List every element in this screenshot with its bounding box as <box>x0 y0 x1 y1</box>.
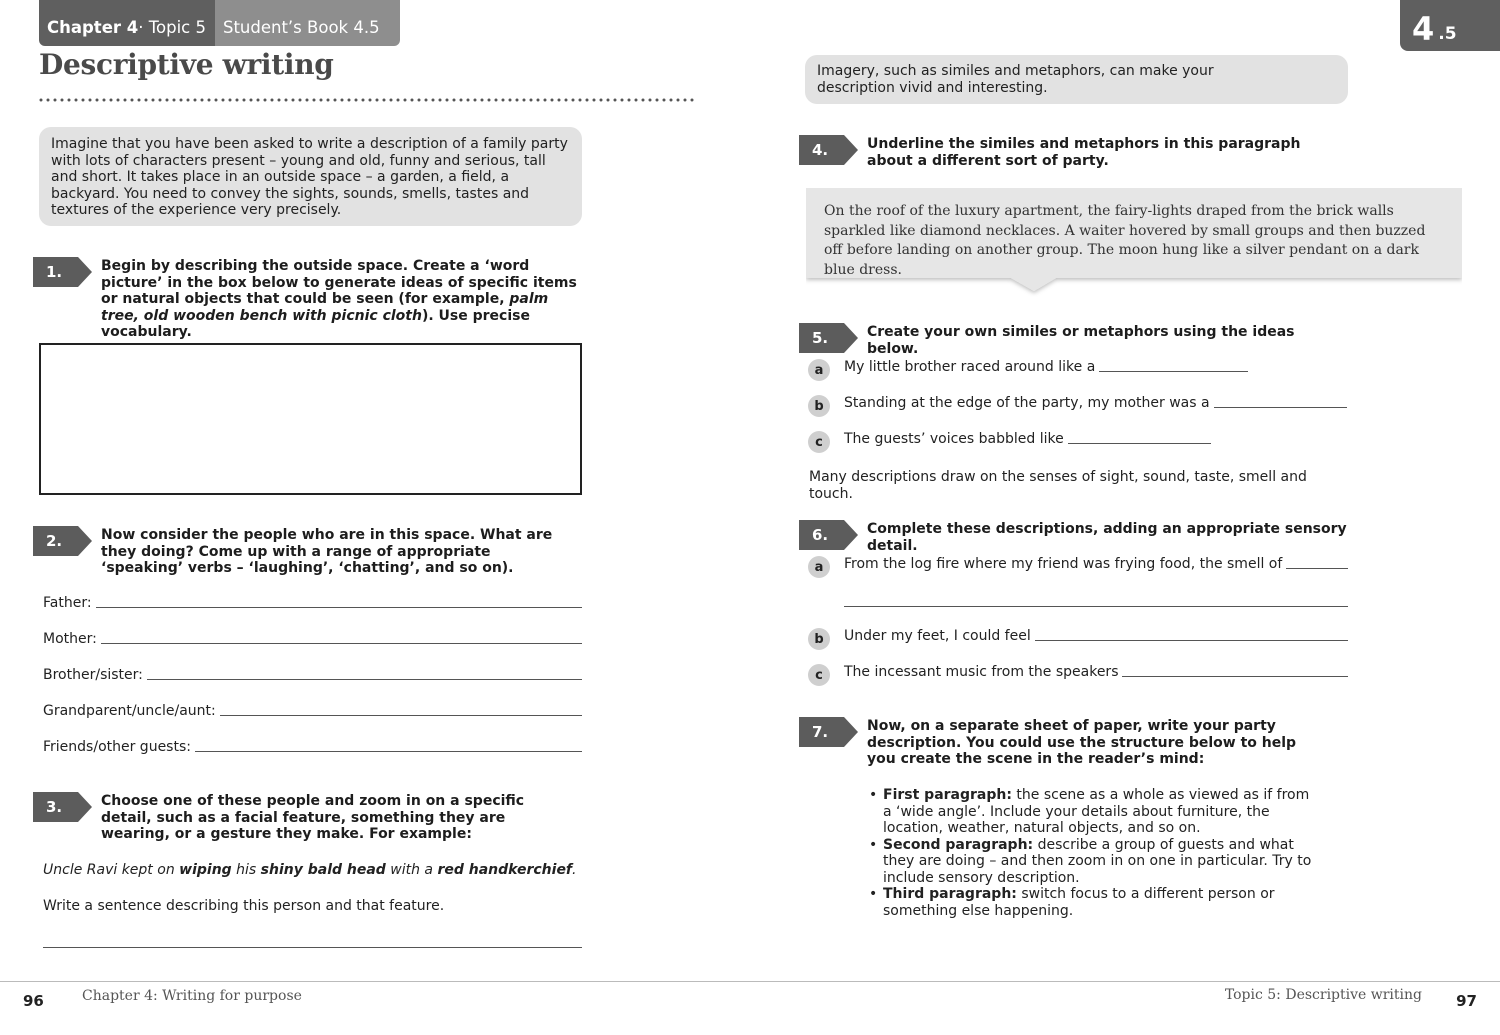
question-number-3: 3. <box>33 792 78 822</box>
book-label: Student’s Book 4.5 <box>215 0 400 46</box>
list-item: • Third paragraph: switch focus to a different person or something else happening. <box>867 886 1317 919</box>
question-1-text: Begin by describing the outside space. Create a ‘word picture’ in the box below to generate ideas of specific items or natural objects that could be seen (for example, palm tree, old wooden bench with picnic cloth). Use precise vocabulary. <box>101 258 577 340</box>
q6-item-b: Under my feet, I could feel <box>844 628 1348 644</box>
imagery-note-text: Imagery, such as similes and metaphors, can make your description vivid and interesting. <box>817 63 1214 96</box>
question-4-text: Underline the similes and metaphors in this paragraph about a different sort of party. <box>867 136 1301 169</box>
mother-label: Mother: <box>43 631 97 647</box>
question-number-5: 5. <box>799 323 844 353</box>
q6-b-answer-line[interactable] <box>1035 640 1348 641</box>
mother-answer-line[interactable] <box>101 643 582 644</box>
q5-a-answer-line[interactable] <box>1099 371 1248 372</box>
word-picture-box[interactable] <box>39 343 582 495</box>
father-row <box>43 595 582 611</box>
structure-list <box>867 787 1317 919</box>
question-7-text: Now, on a separate sheet of paper, write your party description. You could use the structure below to help you create the scene in the reader’s mind: <box>867 718 1297 767</box>
father-answer-line[interactable] <box>96 607 582 608</box>
q5-item-b: Standing at the edge of the party, my mother was a <box>844 395 1347 411</box>
senses-note: Many descriptions draw on the senses of sight, sound, taste, smell and touch. <box>809 469 1307 502</box>
right-page-number: 97 <box>1456 992 1477 1010</box>
q3-instruction: Write a sentence describing this person and that feature. <box>43 898 445 914</box>
friends-label: Friends/other guests: <box>43 739 191 755</box>
quote-text: On the roof of the luxury apartment, the fairy-lights draped from the brick walls sparkled like diamond necklaces. A waiter hovered by small groups and then buzzed off before landing on another group. The moon hung like a silver pendant on a dark blue dress. <box>824 203 1426 278</box>
chapter-tab <box>39 0 400 46</box>
footer-rule <box>0 981 1500 982</box>
question-number-2: 2. <box>33 526 78 556</box>
question-number-1: 1. <box>33 257 78 287</box>
question-3-text: Choose one of these people and zoom in on a specific detail, such as a facial feature, something they are wearing, or a gesture they make. For example: <box>101 793 525 842</box>
q6-item-a: From the log fire where my friend was frying food, the smell of <box>844 556 1348 572</box>
grandparent-label: Grandparent/uncle/aunt: <box>43 703 216 719</box>
grandparent-answer-line[interactable] <box>220 715 582 716</box>
page-title: Descriptive writing <box>39 48 334 81</box>
question-number-7: 7. <box>799 717 844 747</box>
q5-c-answer-line[interactable] <box>1068 443 1211 444</box>
q5-item-a: My little brother raced around like a <box>844 359 1248 375</box>
right-footer-text: Topic 5: Descriptive writing <box>1224 987 1422 1003</box>
sibling-row <box>43 667 582 683</box>
list-item: • First paragraph: the scene as a whole as viewed as if from a ‘wide angle’. Include your details about furniture, the location, weather, natural objects, and so on. <box>867 787 1317 837</box>
intro-box <box>39 127 582 226</box>
q6-a-answer-line[interactable] <box>1286 568 1348 569</box>
q5-b-answer-line[interactable] <box>1214 407 1347 408</box>
question-2-text: Now consider the people who are in this space. What are they doing? Come up with a range of appropriate ‘speaking’ verbs – ‘laughing’, ‘chatting’, and so on). <box>101 527 553 576</box>
chapter-name: Chapter 4 <box>47 17 139 37</box>
friends-row <box>43 739 582 755</box>
question-6-text: Complete these descriptions, adding an appropriate sensory detail. <box>867 521 1347 554</box>
grandparent-row <box>43 703 582 719</box>
section-badge: 4 .5 <box>1400 0 1500 51</box>
quote-callout <box>806 188 1462 298</box>
item-letter-b: b <box>808 395 830 417</box>
q6-c-answer-line[interactable] <box>1122 676 1348 677</box>
left-footer-text: Chapter 4: Writing for purpose <box>82 988 302 1004</box>
item-letter-a: a <box>808 359 830 381</box>
item-letter-a: a <box>808 556 830 578</box>
item-letter-b: b <box>808 628 830 650</box>
question-number-6: 6. <box>799 520 844 550</box>
item-letter-c: c <box>808 664 830 686</box>
friends-answer-line[interactable] <box>195 751 582 752</box>
example-sentence: Uncle Ravi kept on wiping his shiny bald head with a red handkerchief. <box>43 862 577 878</box>
q6-item-c: The incessant music from the speakers <box>844 664 1348 680</box>
dotted-divider <box>39 96 699 104</box>
topic-name: · Topic 5 <box>138 17 206 37</box>
question-number-4: 4. <box>799 135 844 165</box>
question-5-text: Create your own similes or metaphors using the ideas below. <box>867 324 1295 357</box>
imagery-note-box <box>805 55 1348 104</box>
q5-item-c: The guests’ voices babbled like <box>844 431 1211 447</box>
father-label: Father: <box>43 595 92 611</box>
chapter-label <box>39 0 215 46</box>
mother-row <box>43 631 582 647</box>
q6-a-answer-line-2[interactable] <box>844 606 1348 607</box>
intro-text: Imagine that you have been asked to write a description of a family party with lots of characters present – young and old, funny and serious, tall and short. It takes place in an outside space – a garden, a field, a backyard. You need to convey the sights, sounds, smells, tastes and textures of the experience very precisely. <box>51 136 568 218</box>
item-letter-c: c <box>808 431 830 453</box>
sibling-answer-line[interactable] <box>147 679 582 680</box>
left-page-number: 96 <box>23 992 44 1010</box>
list-item: • Second paragraph: describe a group of guests and what they are doing – and then zoom in on one in particular. Try to include sensory description. <box>867 837 1317 887</box>
q3-answer-line[interactable] <box>43 947 582 948</box>
sibling-label: Brother/sister: <box>43 667 143 683</box>
